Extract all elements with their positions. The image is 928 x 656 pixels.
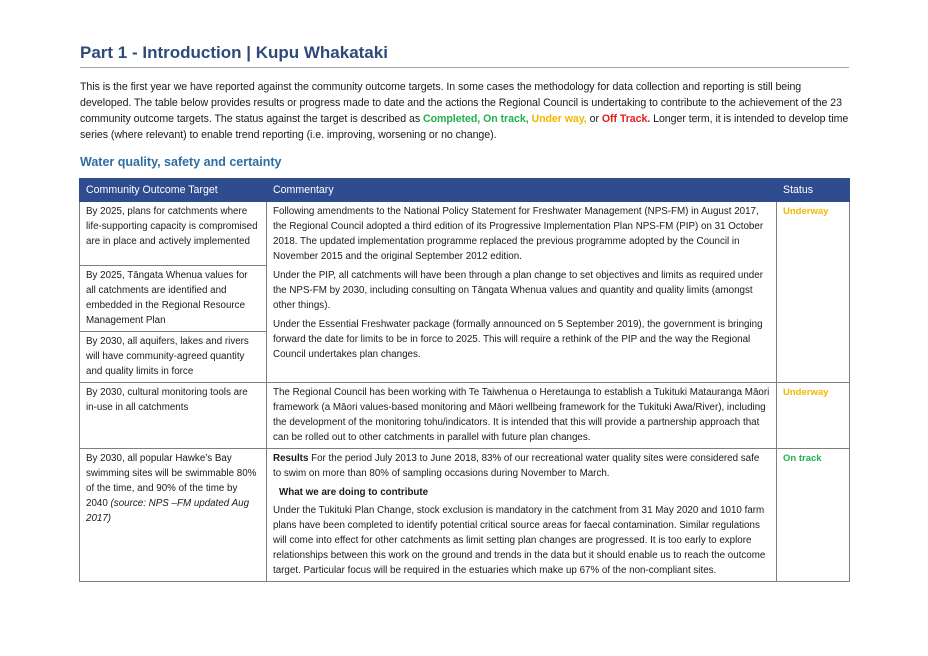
status-badge: Underway: [777, 383, 850, 449]
target-source-note: (source: NPS –FM updated Aug 2017): [86, 498, 250, 524]
table-row: [80, 202, 850, 266]
header-status: Status: [777, 179, 850, 202]
target-cell: [80, 383, 267, 449]
target-text: By 2025, plans for catchments where life-supporting capacity is compromised are in place and actively implemented: [86, 206, 258, 247]
target-cell: [80, 449, 267, 582]
commentary-cell: [267, 202, 777, 383]
results-paragraph: [273, 451, 770, 481]
header-target: Community Outcome Target: [80, 179, 267, 202]
status-legend-under-way: Under way,: [531, 113, 587, 125]
title-divider: [80, 67, 849, 68]
section-heading: Water quality, safety and certainty: [80, 155, 282, 169]
table-row: [80, 449, 850, 582]
commentary-paragraph: Under the PIP, all catchments will have been through a plan change to set objectives and limits as required under the NPS-FM by 2030, including consulting on Tāngata Whenua values and quantity and quality limits (amongst other things).: [273, 270, 763, 311]
target-text: By 2030, all popular Hawke’s Bay swimming sites will be swimmable 80% of the time, and 90% of the time by 2040: [86, 453, 257, 509]
status-legend-on-track: On track,: [483, 113, 529, 125]
results-text: For the period July 2013 to June 2018, 83% of our recreational water quality sites were considered safe to swim on more than 80% of sampling occasions during November to March.: [273, 453, 760, 479]
status-legend-completed: Completed,: [422, 113, 481, 125]
status-badge: On track: [777, 449, 850, 582]
status-legend-off-track: Off Track.: [601, 113, 651, 125]
intro-paragraph: [80, 79, 850, 143]
table-row: [80, 383, 850, 449]
outcome-targets-table: [79, 178, 850, 582]
commentary-cell: [267, 449, 777, 582]
results-label: Results: [273, 453, 309, 464]
contribution-subheading: What we are doing to contribute: [279, 487, 429, 498]
target-cell: [80, 266, 267, 332]
commentary-paragraph: Under the Tukituki Plan Change, stock exclusion is mandatory in the catchment from 31 May 2020 and 1010 farm plans have been completed to identify potential critical source areas for faecal contamination. Similar regulations will come into effect for other catchments as limit setting plan changes are progressed. It is too early to explore relationships between this work on the ground and trends in the data but it should enable us to reach the outcome target. Particular focus will be required in the estuaries which make up 67% of the non-compliant sites.: [273, 505, 766, 576]
target-text: By 2030, all aquifers, lakes and rivers will have community-agreed quantity and quality limits in force: [86, 336, 249, 377]
table-header-row: [80, 179, 850, 202]
status-badge: Underway: [777, 202, 850, 383]
page-title: Part 1 - Introduction | Kupu Whakataki: [80, 43, 388, 62]
target-text: By 2030, cultural monitoring tools are in-use in all catchments: [86, 387, 248, 413]
target-cell: [80, 202, 267, 266]
header-commentary: Commentary: [267, 179, 777, 202]
target-text: By 2025, Tāngata Whenua values for all catchments are identified and embedded in the Regional Resource Management Plan: [86, 270, 248, 326]
commentary-paragraph: Following amendments to the National Policy Statement for Freshwater Management (NPS-FM) in August 2017, the Regional Council adopted a third edition of its Progressive Implementation Plan NPS-FM (PIP) on 31 October 2018. The updated implementation programme replaced the previous programme adopted by the Council in November 2015 and the original September 2012 edition.: [273, 206, 764, 262]
intro-text-before: This is the first year we have reported against the community outcome targets. In some cases the methodology for data collection and reporting is still being developed. The table below provides results or progress made to date and the actions the Regional Council is undertaking to contribute to the achievement of the 23 community outcome targets. The status against the target is described as: [80, 81, 842, 125]
intro-text-after: Longer term, it is intended to develop time series (where relevant) to enable trend reporting (i.e. improving, worsening or no change).: [80, 113, 849, 141]
commentary-paragraph: The Regional Council has been working with Te Taiwhenua o Heretaunga to establish a Tukituki Matauranga Māori framework (a Māori values-based monitoring and Māori wellbeing framework for the Tukituki Awa/River), including the development of the monitoring tohu/indicators. It is intended that this will provide a partnership approach that can be rolled out to other catchments in parallel with future plan changes.: [273, 387, 770, 443]
intro-or-word: or: [589, 113, 599, 125]
commentary-cell: [267, 383, 777, 449]
commentary-paragraph: Under the Essential Freshwater package (formally announced on 5 September 2019), the government is bringing forward the date for limits to be in force to 2025. This will require a rethink of the PIP and the way the Regional Council undertakes plan changes.: [273, 319, 763, 360]
target-cell: [80, 332, 267, 383]
